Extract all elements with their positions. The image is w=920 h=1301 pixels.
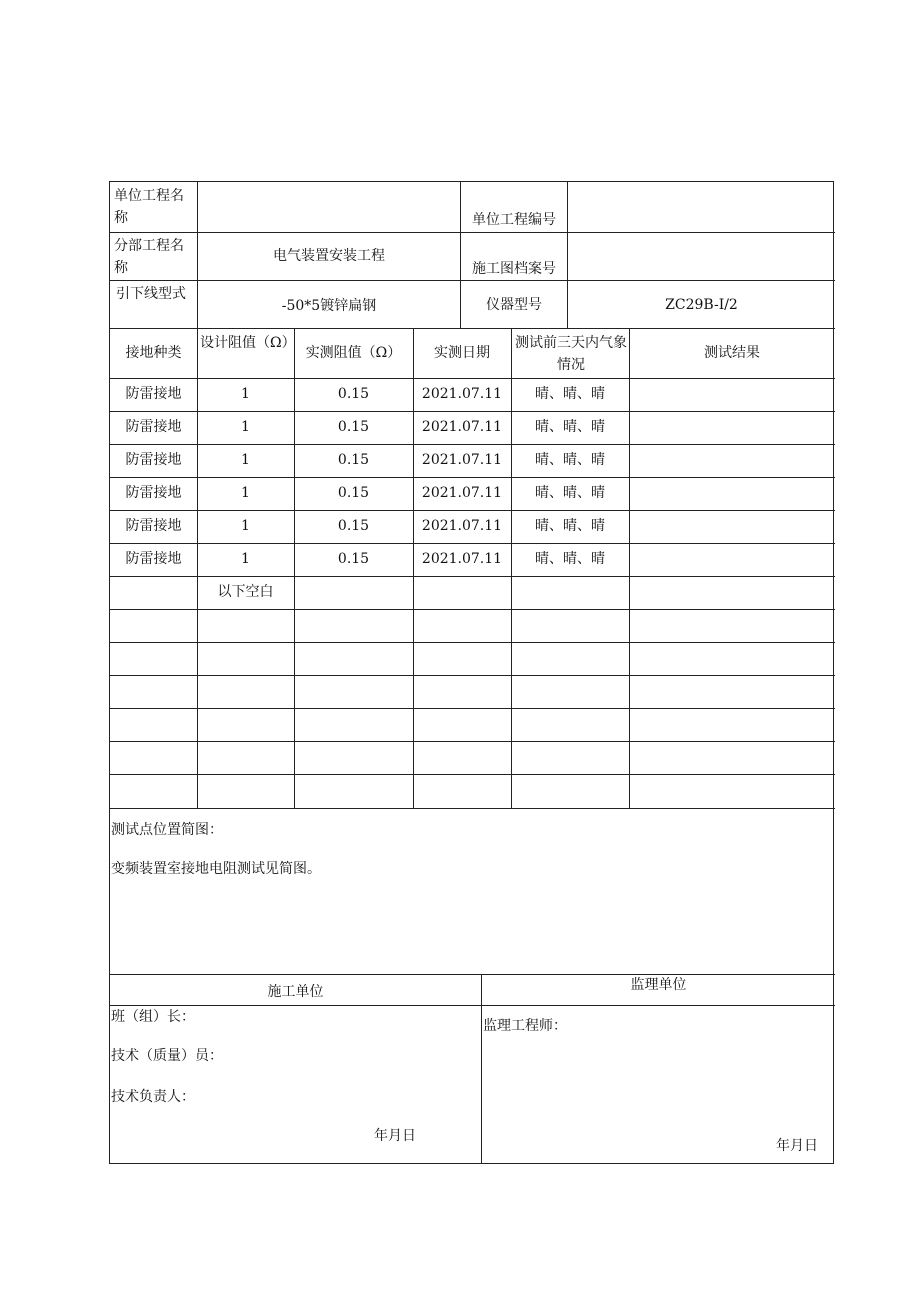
cell-measured-resistance: 0.15 [337, 551, 370, 567]
cell-weather: 晴、晴、晴 [535, 518, 605, 534]
supervision-unit-label: 监理单位 [630, 977, 687, 993]
sketch-title: 测试点位置简图： [111, 822, 223, 838]
col-header-design-resistance: 设计阻值（Ω） [200, 335, 296, 351]
h-line [110, 675, 835, 676]
cell-design-resistance: 1 [241, 551, 250, 567]
cell-measured-resistance: 0.15 [337, 485, 370, 501]
cell-ground-type: 防雷接地 [125, 485, 182, 501]
drawing-archive-label: 施工图档案号 [472, 261, 556, 277]
sub-project-label: 分部工程名称 [114, 238, 184, 276]
cell-measured-resistance: 0.15 [337, 386, 370, 402]
instrument-value: ZC29B-I/2 [665, 297, 738, 313]
tech-quality-label: 技术（质量）员： [111, 1048, 223, 1064]
sub-project-value: 电气装置安装工程 [273, 248, 385, 264]
cell-weather: 晴、晴、晴 [535, 551, 605, 567]
cell-measured-date: 2021.07.11 [421, 551, 503, 567]
cell-measured-date: 2021.07.11 [421, 452, 503, 468]
cell-ground-type: 防雷接地 [125, 419, 182, 435]
unit-project-no-label: 单位工程编号 [472, 212, 556, 228]
h-line [110, 444, 835, 445]
cell-measured-date: 2021.07.11 [421, 386, 503, 402]
cell-ground-type: 防雷接地 [125, 518, 182, 534]
cell-design-resistance: 1 [241, 518, 250, 534]
sketch-note: 变频装置室接地电阻测试见简图。 [111, 861, 321, 877]
cell-design-resistance: 1 [241, 386, 250, 402]
date-right: 年月日 [776, 1138, 818, 1154]
h-line [110, 543, 835, 544]
cell-ground-type: 防雷接地 [125, 386, 182, 402]
v-line [481, 974, 482, 1164]
h-line [110, 232, 835, 233]
construction-unit-label: 施工单位 [267, 984, 324, 1000]
cell-measured-date: 2021.07.11 [421, 485, 503, 501]
cell-design-resistance: 1 [241, 419, 250, 435]
cell-weather: 晴、晴、晴 [535, 485, 605, 501]
cell-design-resistance: 1 [241, 452, 250, 468]
down-lead-value: -50*5镀锌扁钢 [281, 298, 377, 314]
cell-weather: 晴、晴、晴 [535, 452, 605, 468]
col-header-test-result: 测试结果 [704, 345, 760, 361]
h-line [110, 576, 835, 577]
h-line [110, 609, 835, 610]
cell-measured-date: 2021.07.11 [421, 518, 503, 534]
grounding-resistance-form [109, 181, 834, 1164]
h-line [110, 328, 835, 329]
down-lead-label: 引下线型式 [116, 286, 186, 302]
team-leader-label: 班（组）长： [111, 1009, 195, 1025]
cell-measured-date: 2021.07.11 [421, 419, 503, 435]
cell-measured-resistance: 0.15 [337, 452, 370, 468]
cell-weather: 晴、晴、晴 [535, 386, 605, 402]
cell-ground-type: 防雷接地 [125, 452, 182, 468]
h-line [110, 642, 835, 643]
h-line [110, 378, 835, 379]
h-line [110, 411, 835, 412]
supervisor-label: 监理工程师： [483, 1018, 567, 1034]
h-line [110, 280, 835, 281]
h-line [110, 774, 835, 775]
col-header-measured-resistance: 实测阻值（Ω） [305, 345, 402, 361]
v-line [629, 328, 630, 808]
cell-measured-resistance: 0.15 [337, 518, 370, 534]
h-line [110, 510, 835, 511]
h-line [110, 741, 835, 742]
col-header-ground-type: 接地种类 [125, 345, 182, 361]
col-header-weather: 测试前三天内气象情况 [515, 335, 627, 373]
blank-below-note: 以下空白 [217, 584, 274, 600]
date-left: 年月日 [374, 1128, 416, 1144]
h-line [110, 808, 835, 809]
tech-chief-label: 技术负责人： [111, 1089, 195, 1105]
col-header-measured-date: 实测日期 [434, 345, 490, 361]
instrument-label: 仪器型号 [486, 297, 542, 313]
cell-measured-resistance: 0.15 [337, 419, 370, 435]
cell-ground-type: 防雷接地 [125, 551, 182, 567]
h-line [110, 1005, 835, 1006]
cell-weather: 晴、晴、晴 [535, 419, 605, 435]
h-line [110, 708, 835, 709]
h-line [110, 477, 835, 478]
unit-project-label: 单位工程名称 [114, 188, 184, 226]
cell-design-resistance: 1 [241, 485, 250, 501]
